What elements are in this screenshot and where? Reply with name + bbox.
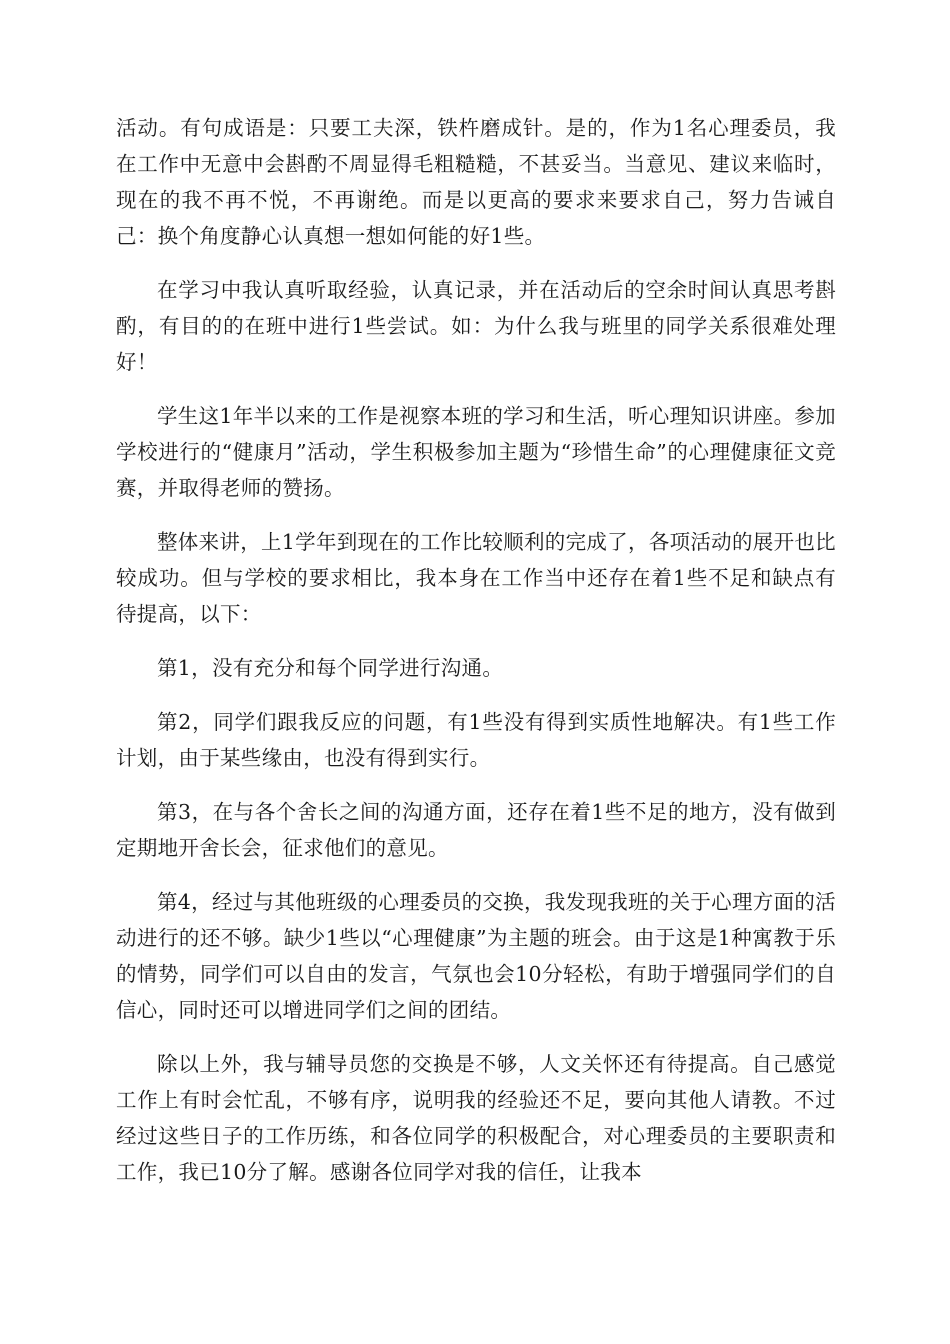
- paragraph-point-2: 第2，同学们跟我反应的问题，有1些没有得到实质性地解决。有1些工作计划，由于某些缘由，也没有得到实行。: [116, 710, 836, 770]
- paragraph-point-3: 第3，在与各个舍长之间的沟通方面，还存在着1些不足的地方，没有做到定期地开舍长会，征求他们的意见。: [116, 800, 836, 860]
- paragraph-closing: 除以上外，我与辅导员您的交换是不够，人文关怀还有待提高。自己感觉工作上有时会忙乱，不够有序，说明我的经验还不足，要向其他人请教。不过经过这些日子的工作历练，和各位同学的积极配合，对心理委员的主要职责和工作，我已10分了解。感谢各位同学对我的信任，让我本: [116, 1052, 836, 1184]
- paragraph-point-1: 第1，没有充分和每个同学进行沟通。: [157, 656, 504, 680]
- paragraph-study: 在学习中我认真听取经验，认真记录，并在活动后的空余时间认真思考斟酌，有目的的在班中进行1些尝试。如：为什么我与班里的同学关系很难处理好！: [116, 278, 836, 374]
- paragraph-continuation: 活动。有句成语是：只要工夫深，铁杵磨成针。是的，作为1名心理委员，我在工作中无意中会斟酌不周显得毛粗糙糙，不甚妥当。当意见、建议来临时，现在的我不再不悦，不再谢绝。而是以更高的要求来要求自己，努力告诫自己：换个角度静心认真想一想如何能的好1些。: [116, 116, 836, 248]
- paragraph-point-4: 第4，经过与其他班级的心理委员的交换，我发现我班的关于心理方面的活动进行的还不够。缺少1些以“心理健康”为主题的班会。由于这是1种寓教于乐的情势，同学们可以自由的发言，气氛也会10分轻松，有助于增强同学们的自信心，同时还可以增进同学们之间的团结。: [116, 890, 836, 1022]
- paragraph-work-review: 学生这1年半以来的工作是视察本班的学习和生活，听心理知识讲座。参加学校进行的“健康月”活动，学生积极参加主题为“珍惜生命”的心理健康征文竞赛，并取得老师的赞扬。: [116, 404, 836, 500]
- document-body: [116, 110, 836, 1208]
- paragraph-summary: 整体来讲，上1学年到现在的工作比较顺利的完成了，各项活动的展开也比较成功。但与学校的要求相比，我本身在工作当中还存在着1些不足和缺点有待提高，以下：: [116, 530, 836, 626]
